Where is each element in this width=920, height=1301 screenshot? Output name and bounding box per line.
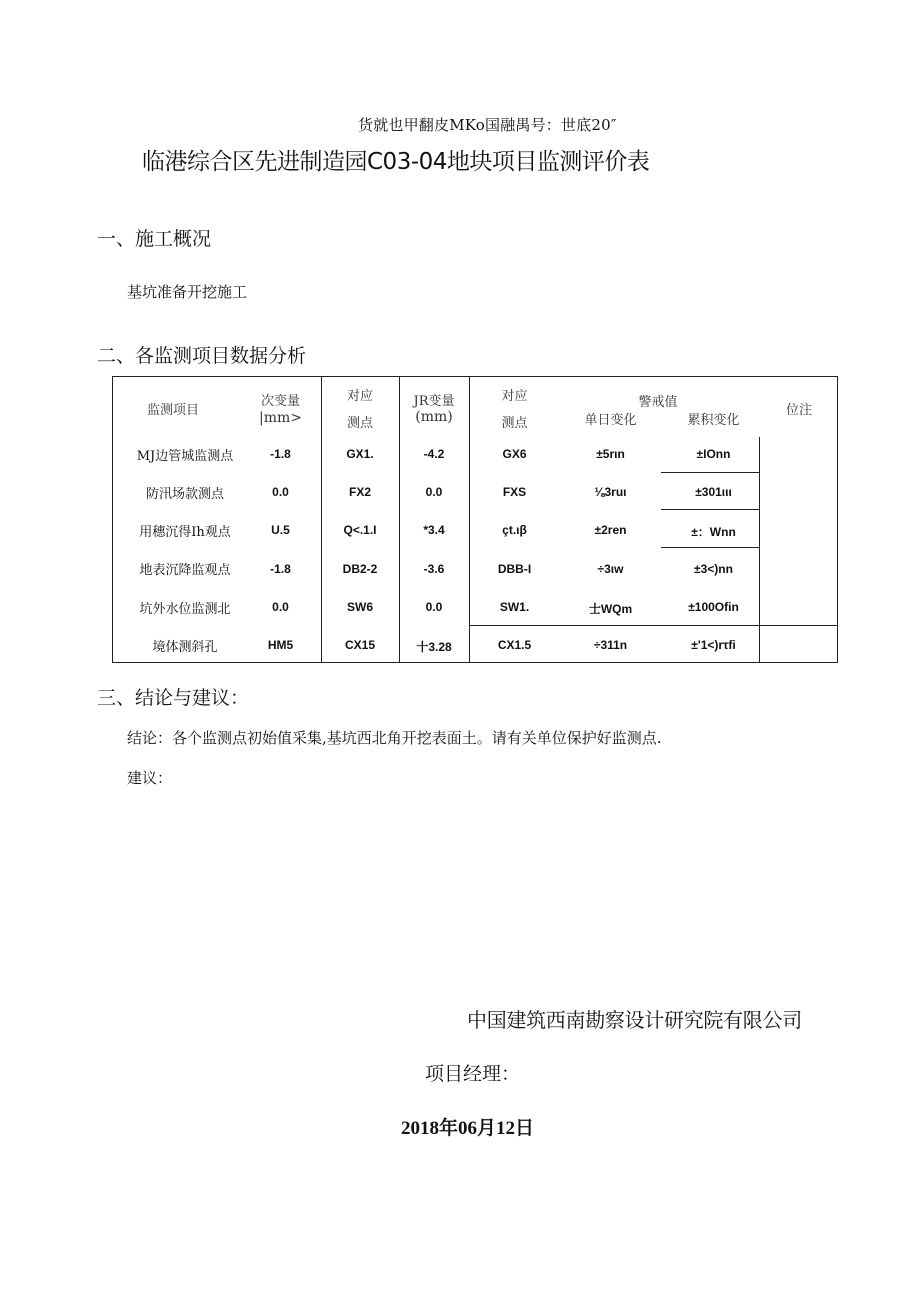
row-item: MJ边管城监测点 (136, 449, 234, 464)
row-change: 0.0 (272, 600, 289, 614)
row-cum: -3.6 (423, 562, 445, 576)
row-daily: ±2ren (594, 523, 627, 537)
header-change-1: 次变量 (260, 394, 300, 409)
table-divider (759, 437, 760, 663)
suggestion-text: 建议： (127, 769, 173, 787)
header-daily: 单日变化 (584, 413, 637, 428)
row-point: FX2 (348, 485, 371, 499)
row-change: 0.0 (272, 485, 289, 499)
row-cum: -4.2 (423, 447, 445, 461)
row-total: ±100Ofin (688, 600, 739, 614)
header-point2-1: 对应 (501, 389, 528, 404)
page-title: 临港综合区先进制造园C03-04地块项目监测评价表 (142, 149, 650, 175)
section-heading-overview: 一、施工概况 (97, 228, 212, 250)
table-divider (661, 509, 759, 510)
header-point2-2: 测点 (501, 416, 528, 431)
header-cum-2: (mm) (415, 409, 453, 425)
table-divider (469, 377, 470, 663)
header-cumulative: 累积变化 (687, 413, 740, 428)
row-item: 用穗沉得Ih观点 (139, 525, 231, 540)
row-point2: DBB-I (497, 562, 532, 576)
row-daily: ±5rιn (596, 447, 625, 461)
row-point2: CX1.5 (497, 638, 532, 652)
row-change: U.5 (271, 523, 290, 537)
header-warning: 警戒值 (638, 395, 678, 410)
row-point2: SW1. (499, 600, 530, 614)
company-name: 中国建筑西南勘察设计研究院有限公司 (467, 1008, 802, 1032)
row-cum: 0.0 (425, 485, 443, 499)
header-note: 货就也甲翻皮MKo国融禺号：世底20″ (358, 116, 617, 134)
row-total: ±IOnn (696, 447, 731, 461)
header-remark: 位注 (785, 403, 812, 418)
row-point: Q<.1.I (343, 523, 377, 537)
overview-text: 基坑准备开挖施工 (127, 283, 248, 301)
table-divider (469, 625, 838, 626)
conclusion-text: 结论：各个监测点初始值采集,基坑西北角开挖表面土。请有关单位保护好监测点. (127, 729, 662, 747)
row-item: 坑外水位监测北 (139, 602, 231, 617)
section-heading-analysis: 二、各监测项目数据分析 (97, 345, 307, 367)
header-cum-1: JR变量 (413, 394, 455, 409)
row-change: HM5 (267, 638, 294, 652)
header-point-1: 对应 (346, 389, 373, 404)
row-item: 地表沉降监观点 (139, 563, 231, 578)
row-daily: ⅛3ruι (594, 485, 627, 499)
row-point2: çt.ιβ (502, 523, 527, 537)
row-point2: FXS (502, 485, 527, 499)
row-total: ±：Wnn (691, 525, 736, 539)
header-change-2: |mm> (259, 410, 302, 426)
table-divider (661, 547, 759, 548)
project-manager-label: 项目经理： (425, 1063, 521, 1085)
row-change: -1.8 (270, 562, 291, 576)
row-point2: GX6 (502, 447, 527, 461)
monitoring-table (112, 376, 838, 663)
row-point: GX1. (346, 447, 374, 461)
row-daily: 士WQm (588, 602, 633, 616)
row-total: ±301ιιι (695, 485, 732, 499)
header-item: 监测项目 (146, 403, 199, 418)
row-daily: ÷311n (593, 638, 628, 652)
row-change: -1.8 (270, 447, 291, 461)
row-daily: ÷3ιw (597, 562, 624, 576)
row-point: SW6 (346, 600, 373, 614)
row-total: ±3<)nn (694, 562, 733, 576)
row-item: 境体测斜孔 (152, 640, 218, 655)
row-total: ±'1<)rτfi (691, 638, 736, 652)
section-heading-conclusion: 三、结论与建议： (97, 687, 250, 709)
row-point: CX15 (344, 638, 376, 652)
row-cum: 十3.28 (416, 640, 452, 654)
row-cum: 0.0 (425, 600, 443, 614)
row-point: DB2-2 (342, 562, 378, 576)
row-cum: *3.4 (423, 523, 445, 537)
header-point-2: 测点 (346, 416, 373, 431)
row-item: 防汛场款测点 (145, 487, 224, 502)
table-divider (661, 472, 759, 473)
report-date: 2018年06月12日 (401, 1118, 535, 1139)
